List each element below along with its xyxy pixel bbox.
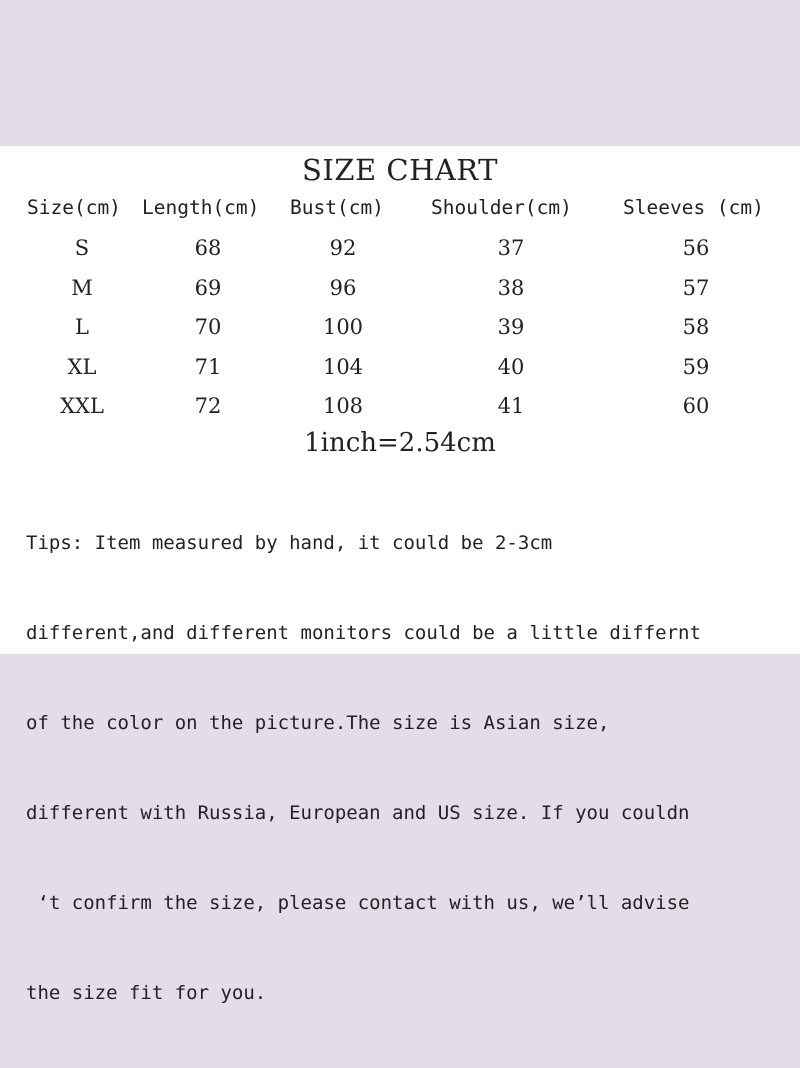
cell-size: S: [74, 236, 90, 260]
cell-sleeves: 60: [682, 394, 710, 418]
cell-sleeves: 56: [682, 236, 710, 260]
header-size: Size(cm): [27, 196, 121, 219]
cell-bust: 104: [322, 355, 364, 379]
cell-size: L: [75, 315, 89, 339]
cell-bust: 108: [322, 394, 364, 418]
cell-bust: 92: [329, 236, 357, 260]
cell-shoulder: 40: [497, 355, 525, 379]
header-sleeves: Sleeves (cm): [623, 196, 764, 219]
tips-line: the size fit for you.: [26, 982, 267, 1004]
cell-size: XXL: [60, 394, 104, 418]
inch-conversion-note: 1inch=2.54cm: [304, 428, 496, 458]
cell-length: 70: [194, 315, 222, 339]
cell-length: 72: [194, 394, 222, 418]
cell-size: XL: [67, 355, 97, 379]
chart-title: SIZE CHART: [302, 153, 498, 187]
size-chart-panel: [0, 146, 800, 1004]
cell-shoulder: 37: [497, 236, 525, 260]
cell-length: 71: [194, 355, 222, 379]
tips-line: Tips: Item measured by hand, it could be 2-3cm: [26, 532, 553, 554]
cell-bust: 100: [322, 315, 364, 339]
cell-shoulder: 41: [497, 394, 525, 418]
header-bust: Bust(cm): [290, 196, 384, 219]
tips-line: different,and different monitors could be a little differnt: [26, 622, 701, 644]
cell-length: 68: [194, 236, 222, 260]
tips-line: of the color on the picture.The size is Asian size,: [26, 712, 610, 734]
tips-paragraph: [26, 468, 786, 1068]
tips-line: ‘t confirm the size, please contact with us, we’ll advise: [26, 892, 690, 914]
cell-shoulder: 38: [497, 276, 525, 300]
header-length: Length(cm): [142, 196, 260, 219]
header-shoulder: Shoulder(cm): [431, 196, 572, 219]
cell-shoulder: 39: [497, 315, 525, 339]
cell-sleeves: 57: [682, 276, 710, 300]
cell-bust: 96: [329, 276, 357, 300]
tips-line: different with Russia, European and US size. If you couldn: [26, 802, 690, 824]
cell-size: M: [71, 276, 93, 300]
cell-sleeves: 59: [682, 355, 710, 379]
cell-sleeves: 58: [682, 315, 710, 339]
cell-length: 69: [194, 276, 222, 300]
